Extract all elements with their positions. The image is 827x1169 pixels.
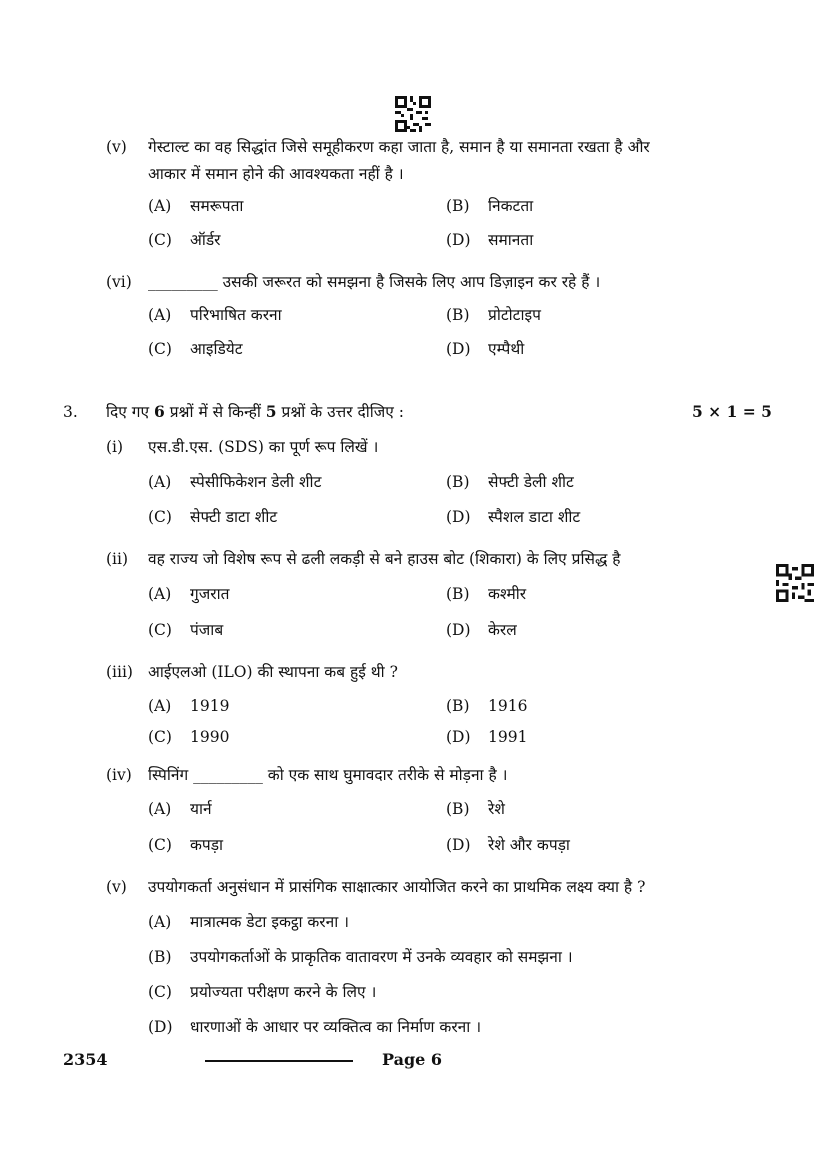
option: (D) 1991 [446, 728, 528, 746]
option: (C) ऑर्डर [148, 231, 221, 249]
question-number: (v) [106, 138, 127, 156]
option: (A) यार्न [148, 800, 212, 818]
question-3-ii: (ii) वह राज्य जो विशेष रूप से ढली लकड़ी से बने हाउस बोट (शिकारा) के लिए प्रसिद्ध है [106, 545, 766, 573]
option: (B) कश्मीर [446, 585, 527, 603]
question-text-line1: गेस्टाल्ट का वह सिद्धांत जिसे समूहीकरण कहा जाता है, समान है या समानता रखता है और [148, 138, 650, 156]
question-3-v: (v) उपयोगकर्ता अनुसंधान में प्रासंगिक साक्षात्कार आयोजित करने का प्राथमिक लक्ष्य क्या है ? [106, 873, 766, 901]
section-3-instruction: दिए गए 6 प्रश्नों में से किन्हीं 5 प्रश्नों के उत्तर दीजिए : [106, 402, 405, 421]
option: (D) रेशे और कपड़ा [446, 836, 570, 854]
option: (B) निकटता [446, 197, 534, 215]
option: (D) केरल [446, 621, 517, 639]
option: (B) 1916 [446, 697, 528, 715]
question-2-vi [106, 268, 746, 296]
paper-code: 2354 [63, 1050, 108, 1069]
option: (B) उपयोगकर्ताओं के प्राकृतिक वातावरण में उनके व्यवहार को समझना । [148, 948, 573, 966]
option: (C) 1990 [148, 728, 230, 746]
option: (C) कपड़ा [148, 836, 224, 854]
question-2-v [106, 133, 746, 189]
qr-code-top [395, 96, 431, 132]
option: (C) पंजाब [148, 621, 224, 639]
question-text: उपयोगकर्ता अनुसंधान में प्रासंगिक साक्षात्कार आयोजित करने का प्राथमिक लक्ष्य क्या है ? [148, 878, 646, 896]
question-text: आईएलओ (ILO) की स्थापना कब हुई थी ? [148, 663, 398, 681]
option: (A) 1919 [148, 697, 230, 715]
option: (C) सेफ्टी डाटा शीट [148, 508, 278, 526]
option: (A) परिभाषित करना [148, 306, 282, 324]
question-number: (vi) [106, 273, 132, 291]
question-3-i: (i) एस.डी.एस. (SDS) का पूर्ण रूप लिखें । [106, 433, 746, 461]
option: (D) स्पैशल डाटा शीट [446, 508, 581, 526]
option: (B) प्रोटोटाइप [446, 306, 541, 324]
footer-rule [205, 1060, 353, 1062]
option: (A) समरूपता [148, 197, 244, 215]
option: (D) धारणाओं के आधार पर व्यक्तित्व का निर्माण करना । [148, 1018, 482, 1036]
option: (A) गुजरात [148, 585, 230, 603]
section-3-marks: 5 × 1 = 5 [692, 402, 772, 421]
option: (C) आइडियेट [148, 340, 243, 358]
question-text: एस.डी.एस. (SDS) का पूर्ण रूप लिखें । [148, 438, 379, 456]
question-text: वह राज्य जो विशेष रूप से ढली लकड़ी से बने हाउस बोट (शिकारा) के लिए प्रसिद्ध है [148, 550, 621, 568]
section-3-number: 3. [63, 403, 78, 421]
option: (D) एम्पैथी [446, 340, 525, 358]
question-3-iii: (iii) आईएलओ (ILO) की स्थापना कब हुई थी ? [106, 658, 746, 686]
option: (B) सेफ्टी डेली शीट [446, 473, 574, 491]
option: (B) रेशे [446, 800, 505, 818]
question-text: स्पिनिंग _________ को एक साथ घुमावदार तरीके से मोड़ना है । [148, 766, 508, 784]
question-text: _________ उसकी जरूरत को समझना है जिसके लिए आप डिज़ाइन कर रहे हैं । [148, 273, 601, 291]
question-text-line2: आकार में समान होने की आवश्यकता नहीं है । [148, 165, 404, 183]
qr-code-side [776, 564, 814, 602]
option: (A) स्पेसीफिकेशन डेली शीट [148, 473, 322, 491]
option: (A) मात्रात्मक डेटा इकट्ठा करना । [148, 913, 350, 931]
question-3-iv: (iv) स्पिनिंग _________ को एक साथ घुमावदार तरीके से मोड़ना है । [106, 761, 746, 789]
option: (D) समानता [446, 231, 534, 249]
page-number: Page 6 [382, 1050, 443, 1069]
option: (C) प्रयोज्यता परीक्षण करने के लिए । [148, 983, 377, 1001]
